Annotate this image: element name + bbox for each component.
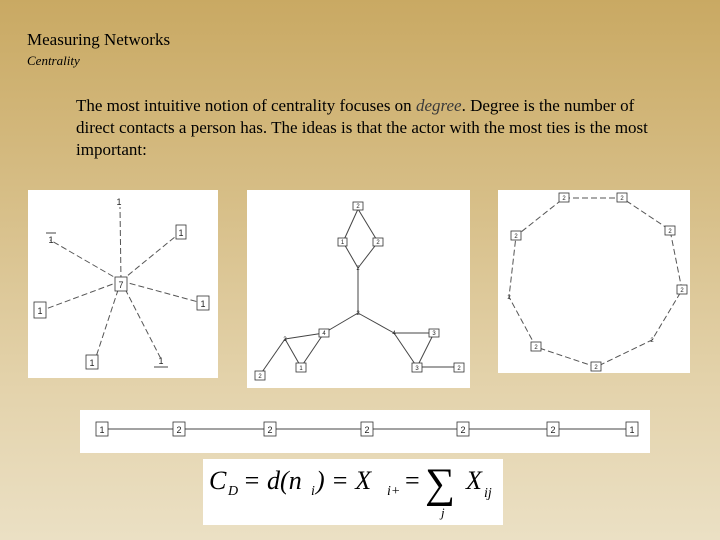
formula-rhs: X <box>466 466 482 495</box>
line-node <box>264 422 276 436</box>
ring-graph <box>498 190 690 373</box>
tree-node <box>412 363 422 372</box>
line-node-label: 1 <box>629 425 635 435</box>
star-leaf-node <box>34 302 46 318</box>
tree-node <box>296 363 306 372</box>
formula-svg <box>203 459 503 525</box>
star-leaf-label: 1 <box>178 228 184 238</box>
line-node <box>361 422 373 436</box>
formula-x-sub: i+ <box>387 484 401 499</box>
tree-node <box>429 329 439 337</box>
ring-node-label: 2 <box>668 229 672 235</box>
ring-node <box>665 226 675 235</box>
line-node-label: 2 <box>176 425 182 435</box>
tree-node-label: 3 <box>283 337 287 343</box>
ring-node <box>617 193 627 202</box>
ring-node-label: 2 <box>562 196 566 202</box>
line-node <box>547 422 559 436</box>
line-node <box>173 422 185 436</box>
line-node <box>96 422 108 436</box>
degree-centrality-formula <box>203 459 503 525</box>
star-leaf-label: 1 <box>116 197 122 207</box>
star-leaf-label: 1 <box>89 358 95 368</box>
formula-rhs-sub: ij <box>484 486 492 501</box>
body-text-end: . Degree is the number of direct contacts a person has. The ideas is that the actor with the most ties is the most important: <box>76 96 648 159</box>
ring-node-label: 2 <box>507 295 511 301</box>
star-graph <box>28 190 218 378</box>
line-node-label: 2 <box>460 425 466 435</box>
formula-sum: ∑ <box>425 461 455 507</box>
ring-node <box>531 342 541 351</box>
line-node <box>626 422 638 436</box>
tree-node-label: 2 <box>356 266 360 272</box>
tree-node <box>454 363 464 372</box>
star-leaf-label: 1 <box>200 299 206 309</box>
slide-title: Measuring Networks <box>27 30 171 49</box>
star-leaf-node <box>197 296 209 310</box>
line-graph-panel <box>80 410 650 453</box>
star-leaf-node <box>116 197 121 207</box>
tree-node <box>319 329 329 337</box>
tree-node-label: 2 <box>356 204 360 210</box>
star-center-label: 7 <box>118 280 124 290</box>
star-leaf-label: 1 <box>37 306 43 316</box>
tree-node-label: 3 <box>432 331 436 337</box>
tree-node <box>255 371 265 380</box>
formula-n-sub: i <box>311 484 315 499</box>
ring-node-label: 2 <box>680 288 684 294</box>
ring-graph-panel <box>498 190 690 373</box>
star-leaf-label: 1 <box>158 356 164 366</box>
star-graph-panel <box>28 190 218 378</box>
tree-node <box>338 238 347 246</box>
tree-node-label: 2 <box>356 311 360 317</box>
line-node-label: 2 <box>550 425 556 435</box>
ring-node <box>559 193 569 202</box>
tree-node-label: 3 <box>415 366 419 372</box>
tree-node-label: 2 <box>258 374 262 380</box>
ring-node-label: 2 <box>620 196 624 202</box>
line-node <box>457 422 469 436</box>
tree-node <box>353 202 363 210</box>
line-node-label: 2 <box>267 425 273 435</box>
tree-graph-panel <box>247 190 470 388</box>
tree-node-label: 2 <box>457 366 461 372</box>
tree-node-label: 4 <box>392 331 396 337</box>
ring-node <box>511 231 521 240</box>
degree-term: degree <box>415 96 462 115</box>
slide-subtitle: Centrality <box>27 53 80 68</box>
line-node-label: 2 <box>364 425 370 435</box>
tree-node-label: 1 <box>340 240 345 246</box>
ring-node <box>591 362 601 371</box>
formula-equals: = <box>405 466 420 495</box>
formula-sum-sub: j <box>441 505 445 520</box>
ring-node <box>507 295 511 301</box>
body-text-start: The most intuitive notion of centrality focuses on <box>76 96 416 115</box>
star-leaf-node <box>176 225 186 239</box>
formula-lhs-sub: D <box>228 484 239 499</box>
tree-node-label: 4 <box>322 331 326 337</box>
ring-node <box>677 285 687 294</box>
star-leaf-node <box>46 233 56 245</box>
ring-node-label: 2 <box>594 365 598 371</box>
line-node-label: 1 <box>99 425 105 435</box>
tree-edges <box>260 209 459 375</box>
tree-graph <box>247 190 470 388</box>
line-graph <box>80 410 650 453</box>
tree-node <box>356 266 360 272</box>
formula-part-2: ) = X <box>316 466 372 495</box>
ring-node-label: 2 <box>514 234 518 240</box>
star-leaf-node <box>154 356 168 367</box>
body-paragraph <box>76 95 666 161</box>
formula-part-1: = d(n <box>243 466 302 495</box>
tree-node-label: 1 <box>299 366 303 372</box>
star-center-node <box>115 277 127 291</box>
tree-node-label: 2 <box>376 240 380 246</box>
ring-node-label: 2 <box>534 345 538 351</box>
star-leaf-node <box>86 355 98 369</box>
formula-lhs: C <box>209 466 227 495</box>
ring-node <box>650 338 654 344</box>
star-leaf-label: 1 <box>48 235 54 245</box>
tree-node <box>373 238 383 246</box>
ring-node-label: 2 <box>650 338 654 344</box>
